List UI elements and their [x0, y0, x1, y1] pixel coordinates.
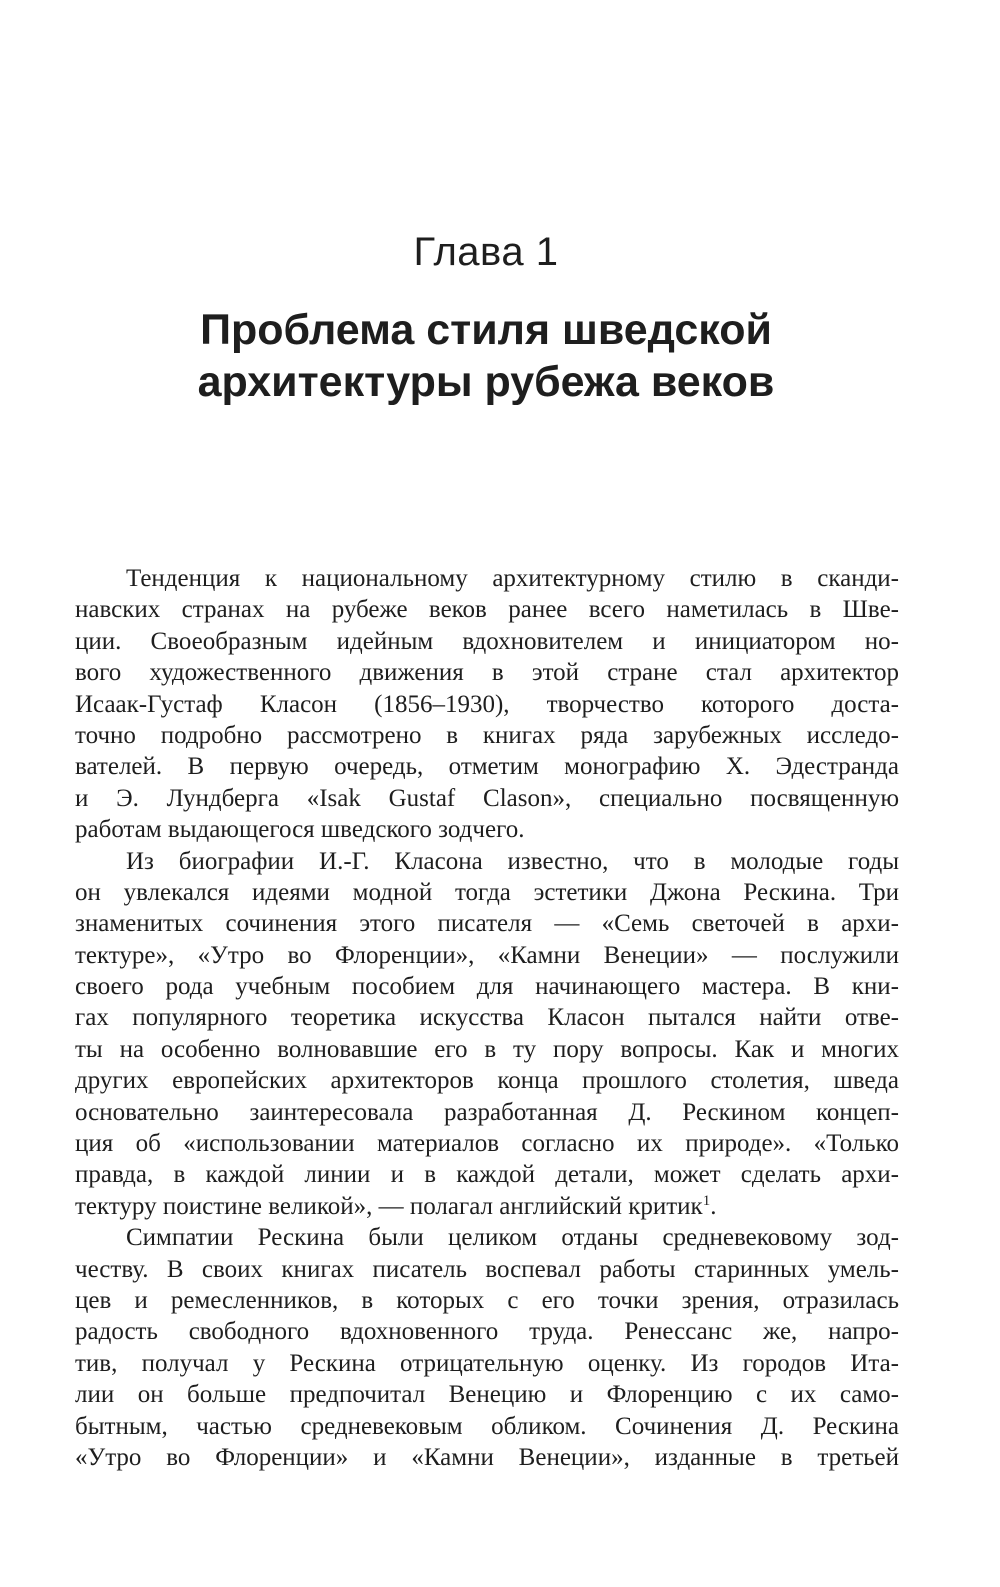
text-line — [75, 1191, 899, 1222]
chapter-label: Глава 1 — [413, 230, 559, 274]
text-line: Симпатии Рескина были целиком отданы средневековому зод- — [126, 1224, 899, 1252]
chapter-title — [0, 304, 972, 408]
chapter-title-line: Проблема стиля шведской — [200, 306, 772, 354]
text-line: цев и ремесленников, в которых с его точки зрения, отразилась — [75, 1286, 899, 1314]
body-text — [75, 563, 899, 1473]
text-line: вателей. В первую очередь, отметим монографию Х. Эдестранда — [75, 753, 899, 781]
paragraph — [75, 1222, 899, 1473]
text-line: основательно заинтересовала разработанная Д. Рескином концеп- — [75, 1098, 899, 1126]
text-fragment: . — [710, 1192, 717, 1220]
text-line: Исаак-Густаф Класон (1856–1930), творчество которого доста- — [75, 690, 899, 718]
text-line: лии он больше предпочитал Венецию и Флоренцию с их само- — [75, 1381, 899, 1409]
chapter-title-line: архитектуры рубежа веков — [197, 358, 775, 406]
text-line: точно подробно рассмотрено в книгах ряда зарубежных исследо- — [75, 721, 899, 749]
text-line: радость свободного вдохновенного труда. Ренессанс же, напро- — [75, 1318, 899, 1346]
text-line: правда, в каждой линии и в каждой детали, может сделать архи- — [75, 1161, 899, 1189]
text-line: он увлекался идеями модной тогда эстетики Джона Рескина. Три — [75, 878, 899, 906]
text-line: навских странах на рубеже веков ранее всего наметилась в Шве- — [75, 596, 899, 624]
footnote-ref[interactable]: 1 — [702, 1192, 711, 1209]
text-fragment: тектуру поистине великой», — полагал английский критик — [75, 1192, 703, 1220]
text-line: тектуре», «Утро во Флоренции», «Камни Венеции» — послужили — [75, 941, 899, 969]
text-line: Тенденция к национальному архитектурному стилю в сканди- — [126, 565, 899, 592]
text-line: вого художественного движения в этой стране стал архитектор — [75, 659, 899, 687]
text-line: бытным, частью средневековым обликом. Сочинения Д. Рескина — [75, 1412, 899, 1440]
paragraph — [75, 563, 899, 846]
text-line: гах популярного теоретика искусства Класон пытался найти отве- — [75, 1004, 899, 1032]
text-line: ция об «использовании материалов согласно их природе». «Только — [75, 1130, 899, 1158]
text-line: ты на особенно волновавшие его в ту пору вопросы. Как и многих — [75, 1035, 899, 1063]
text-line: Из биографии И.-Г. Класона известно, что в молодые годы — [126, 847, 899, 875]
text-line: работам выдающегося шведского зодчего. — [75, 816, 525, 844]
paragraph — [75, 846, 899, 1223]
text-line: ции. Своеобразным идейным вдохновителем и инициатором но- — [75, 627, 899, 655]
text-line: и Э. Лундберга «Isak Gustaf Clason», специально посвященную — [75, 784, 899, 812]
text-line: других европейских архитекторов конца прошлого столетия, шведа — [75, 1067, 899, 1095]
text-line: знаменитых сочинения этого писателя — «Семь светочей в архи- — [75, 910, 899, 938]
text-line: тив, получал у Рескина отрицательную оценку. Из городов Ита- — [75, 1349, 899, 1377]
text-line: своего рода учебным пособием для начинающего мастера. В кни- — [75, 973, 899, 1001]
text-line: честву. В своих книгах писатель воспевал работы старинных умель- — [75, 1255, 899, 1283]
text-line: «Утро во Флоренции» и «Камни Венеции», изданные в третьей — [75, 1443, 899, 1471]
